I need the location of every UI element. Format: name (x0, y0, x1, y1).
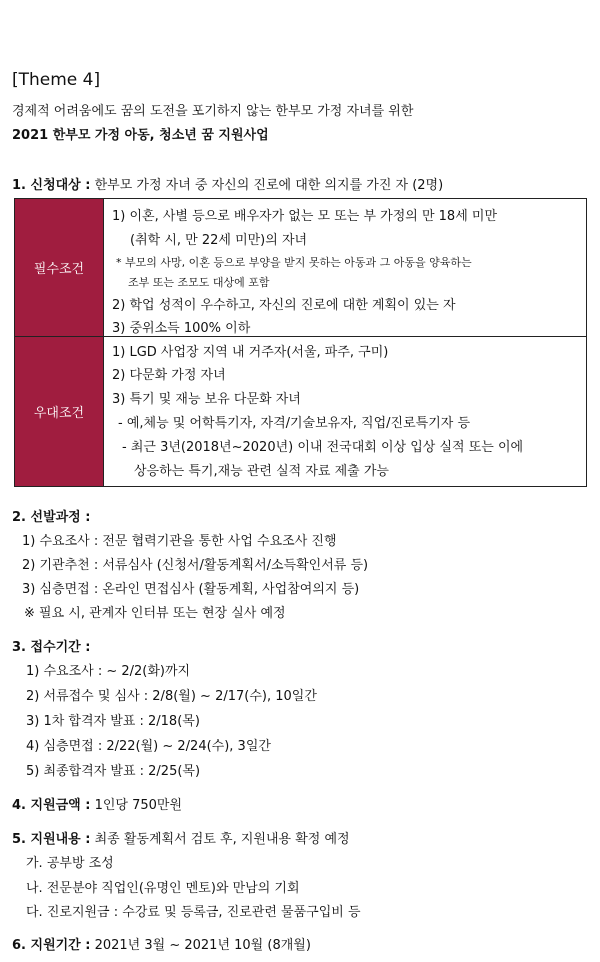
subtitle-line-1: 경제적 어려움에도 꿈의 도전을 포기하지 않는 한부모 가정 자녀를 위한 (12, 104, 414, 119)
condition-line: 3) 중위소득 100% 이하 (112, 321, 251, 336)
theme-title: [Theme 4] (12, 70, 101, 90)
preferred-label: 우대조건 (15, 337, 104, 487)
list-item: 1) 수요조사 : ~ 2/2(화)까지 (26, 664, 191, 679)
section-heading: 3. 접수기간 : (12, 640, 91, 655)
required-body (104, 199, 587, 337)
section-amount (12, 794, 182, 813)
conditions-table (14, 198, 587, 487)
section-selection (12, 506, 90, 525)
required-label: 필수조건 (15, 199, 104, 337)
list-item: 2) 기관추천 : 서류심사 (신청서/활동계획서/소득확인서류 등) (22, 558, 369, 573)
section-text: 한부모 가정 자녀 중 자신의 진로에 대한 의지를 가진 자 (2명) (90, 178, 444, 193)
section-text: 최종 활동계획서 검토 후, 지원내용 확정 예정 (90, 832, 350, 847)
section-heading: 2. 선발과정 : (12, 510, 91, 525)
list-item: 4) 심층면접 : 2/22(월) ~ 2/24(수), 3일간 (26, 739, 271, 754)
preferred-body (104, 337, 587, 487)
section-content (12, 828, 350, 847)
condition-note: 조부 또는 조모도 대상에 포함 (128, 276, 270, 289)
condition-line: 1) 이혼, 사별 등으로 배우자가 없는 모 또는 부 가정의 만 18세 미만 (112, 209, 497, 224)
condition-line: - 예,체능 및 어학특기자, 자격/기술보유자, 직업/진로특기자 등 (118, 416, 471, 431)
list-item: 3) 심층면접 : 온라인 면접심사 (활동계획, 사업참여의지 등) (22, 582, 360, 597)
condition-line: 2) 학업 성적이 우수하고, 자신의 진로에 대한 계획이 있는 자 (112, 298, 456, 313)
condition-line: 1) LGD 사업장 지역 내 거주자(서울, 파주, 구미) (112, 345, 389, 360)
condition-line: (취학 시, 만 22세 미만)의 자녀 (130, 233, 308, 248)
section-heading: 5. 지원내용 : (12, 832, 91, 847)
condition-line: 3) 특기 및 재능 보유 다문화 자녀 (112, 392, 301, 407)
list-item: 1) 수요조사 : 전문 협력기관을 통한 사업 수요조사 진행 (22, 534, 337, 549)
list-item: 나. 전문분야 직업인(유명인 멘토)와 만남의 기회 (26, 881, 300, 896)
section-eligibility (12, 174, 443, 193)
section-text: 2021년 3월 ~ 2021년 10월 (8개월) (90, 938, 311, 953)
section-duration (12, 934, 311, 953)
section-heading: 4. 지원금액 : (12, 798, 91, 813)
list-item: 다. 진로지원금 : 수강료 및 등록금, 진로관련 물품구입비 등 (26, 905, 361, 920)
section-text: 1인당 750만원 (90, 798, 183, 813)
condition-line: - 최근 3년(2018년~2020년) 이내 전국대회 이상 입상 실적 또는 이에 (122, 440, 524, 455)
section-heading: 6. 지원기간 : (12, 938, 91, 953)
list-item: 3) 1차 합격자 발표 : 2/18(목) (26, 714, 200, 729)
list-item: 2) 서류접수 및 심사 : 2/8(월) ~ 2/17(수), 10일간 (26, 689, 317, 704)
condition-note: * 부모의 사망, 이혼 등으로 부양을 받지 못하는 아동과 그 아동을 양육하는 (116, 256, 472, 269)
preferred-row (15, 337, 587, 487)
section-period (12, 636, 90, 655)
condition-line: 2) 다문화 가정 자녀 (112, 368, 226, 383)
program-title: 2021 한부모 가정 아동, 청소년 꿈 지원사업 (12, 128, 269, 143)
list-item: 가. 공부방 조성 (26, 856, 114, 871)
condition-line: 상응하는 특기,재능 관련 실적 자료 제출 가능 (134, 464, 389, 479)
list-note: ※ 필요 시, 관계자 인터뷰 또는 현장 실사 예정 (24, 606, 286, 621)
required-row (15, 199, 587, 337)
list-item: 5) 최종합격자 발표 : 2/25(목) (26, 764, 201, 779)
section-heading: 1. 신청대상 : (12, 178, 91, 193)
